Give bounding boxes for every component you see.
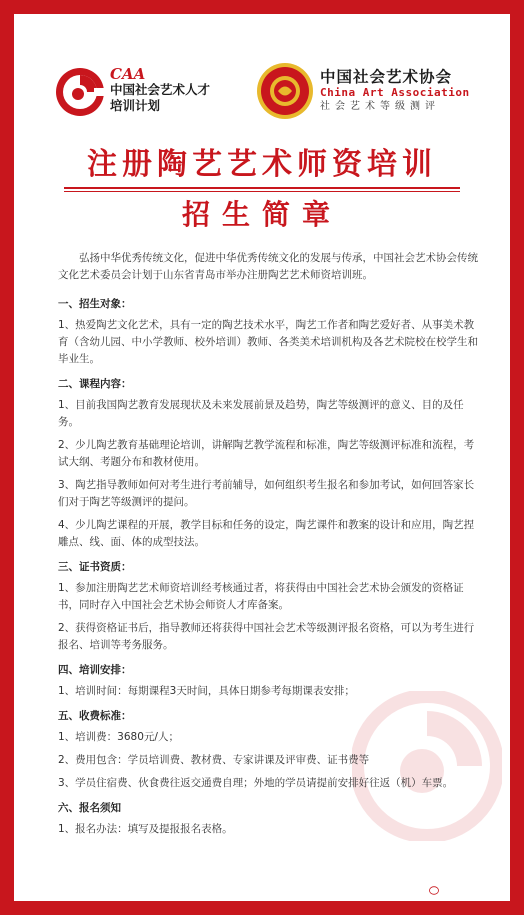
list-item: 1、培训费：3680元/人； xyxy=(58,731,179,743)
caa-logo-text xyxy=(110,66,210,114)
wechat-account-name: 陶艺艺术考级 xyxy=(444,883,510,896)
title-divider xyxy=(64,187,460,189)
section-title: 三、证书资质： xyxy=(58,561,132,573)
section-title: 二、课程内容： xyxy=(58,378,132,390)
association-subtitle: 社会艺术等级测评 xyxy=(320,101,440,112)
list-item: 1、参加注册陶艺艺术师资培训经考核通过者，将获得由中国社会艺术协会颁发的资格证书，同时存入中国社会艺术协会师资人才库备案。 xyxy=(58,582,464,611)
section-title: 一、招生对象： xyxy=(58,298,132,310)
intro-paragraph: 弘扬中华优秀传统文化，促进中华优秀传统文化的发展与传承，中国社会艺术协会传统文化艺术委员会计划于山东省青岛市举办注册陶艺艺术师资培训班。 xyxy=(58,252,478,281)
poster-content xyxy=(58,250,478,846)
association-seal-icon xyxy=(256,62,314,120)
section-registration xyxy=(58,800,478,838)
association-name-cn: 中国社会艺术协会 xyxy=(320,68,453,86)
caa-logo-icon xyxy=(54,66,106,118)
poster-title: 注册陶艺艺术师资培训 xyxy=(87,147,437,182)
section-title: 五、收费标准： xyxy=(58,710,132,722)
wechat-icon xyxy=(425,882,439,896)
section-enrollment-targets xyxy=(58,296,478,368)
section-title: 六、报名须知 xyxy=(58,802,121,814)
section-certification xyxy=(58,559,478,654)
section-fees xyxy=(58,708,478,792)
list-item: 2、少儿陶艺教育基础理论培训，讲解陶艺教学流程和标准，陶艺等级测评标准和流程，考试大纲、考题分布和教材使用。 xyxy=(58,439,475,468)
list-item: 3、陶艺指导教师如何对考生进行考前辅导，如何组织考生报名和参加考试，如何回答家长们对于陶艺等级测评的提问。 xyxy=(58,479,475,508)
poster-subtitle: 招生简章 xyxy=(181,198,342,231)
list-item: 2、获得资格证书后，指导教师还将获得中国社会艺术等级测评报名资格，可以为考生进行报名、培训等考务服务。 xyxy=(58,622,475,651)
wechat-account-badge[interactable] xyxy=(425,881,510,897)
section-training-schedule xyxy=(58,662,478,700)
poster-paper xyxy=(14,14,510,901)
list-item: 1、目前我国陶艺教育发展现状及未来发展前景及趋势，陶艺等级测评的意义、目的及任务。 xyxy=(58,399,464,428)
caa-abbr: CAA xyxy=(110,65,146,83)
poster-header xyxy=(14,14,510,140)
association-name-en: China Art Association xyxy=(320,86,470,99)
association-name-block xyxy=(320,68,490,114)
list-item: 4、少儿陶艺课程的开展，教学目标和任务的设定，陶艺课件和教案的设计和应用，陶艺捏雕点、线、面、体的成型技法。 xyxy=(58,519,475,548)
list-item: 3、学员住宿费、伙食费往返交通费自理；外地的学员请提前安排好往返（机）车票。 xyxy=(58,777,454,789)
caa-name-line1: 中国社会艺术人才 xyxy=(110,82,211,97)
caa-name-line2: 培训计划 xyxy=(110,98,161,113)
list-item: 2、费用包含：学员培训费、教材费、专家讲课及评审费、证书费等 xyxy=(58,754,370,766)
title-divider-thin xyxy=(64,191,460,192)
list-item: 1、热爱陶艺文化艺术，具有一定的陶艺技术水平，陶艺工作者和陶艺爱好者、从事美术教育（含幼儿园、中小学教师、校外培训）教师、各类美术培训机构及各艺术院校在校学生和毕业生。 xyxy=(58,319,478,365)
list-item: 1、报名办法：填写及提报报名表格。 xyxy=(58,823,233,835)
list-item: 1、培训时间：每期课程3天时间，具体日期参考每期课表安排； xyxy=(58,685,355,697)
section-course-content xyxy=(58,376,478,551)
section-title: 四、培训安排： xyxy=(58,664,132,676)
